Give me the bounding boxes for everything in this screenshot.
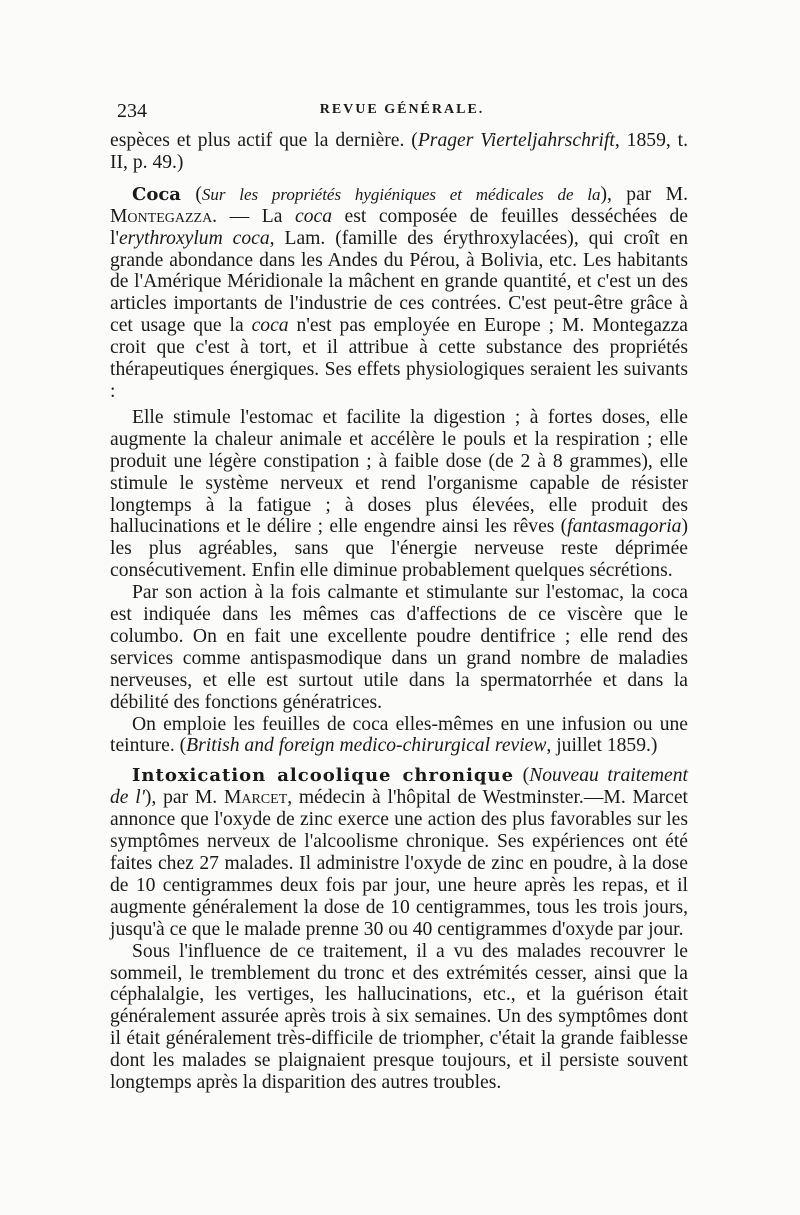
section-heading-intoxication: Intoxication alcoolique chronique xyxy=(132,765,515,787)
paragraph-action: Par son action à la fois calmante et stimulante sur l'estomac, la coca est indiquée dans les mêmes cas d'affections de ce viscère que le columbo. On en fait une excellente poudre dentifrice ; elle rend des services comme antispasmodique dans un grand nombre de maladies nerveuses, et elle est surtout utile dans la spermatorrhée et dans la débilité des fonctions génératrices. xyxy=(110,582,688,713)
paragraph-effects: Elle stimule l'estomac et facilite la digestion ; à fortes doses, elle augmente la chaleur animale et accélère le pouls et la respiration ; elle produit une légère constipation ; à faible dose (de 2 à 8 grammes), elle stimule le système nerveux et rend l'organisme capable de résister longtemps à la fatigue ; à doses plus élevées, elle produit des hallucinations et le délire ; elle engendre ainsi les rêves (fantasmagoria) les plus agréables, sans que l'énergie nerveuse reste déprimée consécutivement. Enfin elle diminue probablement quelques sécrétions. xyxy=(110,406,688,582)
author-name: Montegazza. xyxy=(110,205,218,227)
paragraph-coca: Coca (Sur les propriétés hygiéniques et médicales de la), par M. Montegazza. — La coca est composée de feuilles desséchées de l'erythroxylum coca, Lam. (famille des érythroxylacées), qui croît en grande abondance dans les Andes du Pérou, à Bolivia, etc. Les habitants de l'Amérique Méridionale la mâchent en grande quantité, et c'est un des articles importants de l'industrie de ces contrées. C'est peut-être grâce à cet usage que la coca n'est pas employée en Europe ; M. Montegazza croit que c'est à tort, et il attribue à cette substance des propriétés thérapeutiques énergiques. Ses effets physiologiques seraient les suivants : xyxy=(110,183,688,402)
paragraph-influence: Sous l'influence de ce traitement, il a vu des malades recouvrer le sommeil, le tremblement du tronc et des extrémités cesser, ainsi que la céphalalgie, les vertiges, les hallucinations, etc., et la guérison était généralement assurée après trois à six semaines. Un des symptômes dont il était généralement très-difficile de triompher, c'était la grande faiblesse dont les malades se plaignaient presque toujours, et il persiste souvent longtemps après la disparition des autres troubles. xyxy=(110,940,688,1094)
author-name: Marcet xyxy=(223,787,288,809)
section-subtitle: Nouveau traitement de l' xyxy=(110,765,688,809)
running-title: REVUE GÉNÉRALE. xyxy=(319,102,485,117)
section-subtitle: Sur les propriétés hygiéniques et médicales de la xyxy=(201,184,601,204)
species-name: erythroxylum coca xyxy=(118,227,270,249)
paragraph-intoxication: Intoxication alcoolique chronique (Nouveau traitement de l'), par M. Marcet, médecin à l'hôpital de Westminster.—M. Marcet annonce que l'oxyde de zinc exerce une action des plus favorables sur les symptômes nerveux de l'alcoolisme chronique. Ses expériences ont été faites chez 27 malades. Il administre l'oxyde de zinc en poudre, à la dose de 10 centigrammes deux fois par jour, une heure après les repas, et il augmente généralement la dose de 10 centigrammes, tous les trois jours, jusqu'à ce que le malade prenne 30 ou 40 centigrammes d'oxyde par jour. xyxy=(110,765,688,940)
paragraph-usage: On emploie les feuilles de coca elles-mêmes en une infusion ou une teinture. (British and foreign medico-chirurgical review, juillet 1859.) xyxy=(110,713,688,757)
citation: British and foreign medico-chirurgical review xyxy=(186,735,547,757)
section-heading-coca: Coca xyxy=(132,183,181,205)
running-head xyxy=(117,100,687,128)
page-number: 234 xyxy=(117,100,147,122)
paragraph-continuation: espèces et plus actif que la dernière. (Prager Vierteljahrschrift, 1859, t. II, p. 49.) xyxy=(110,130,689,173)
citation: Prager Vierteljahrschrift xyxy=(417,130,615,151)
body-text xyxy=(110,130,688,1094)
